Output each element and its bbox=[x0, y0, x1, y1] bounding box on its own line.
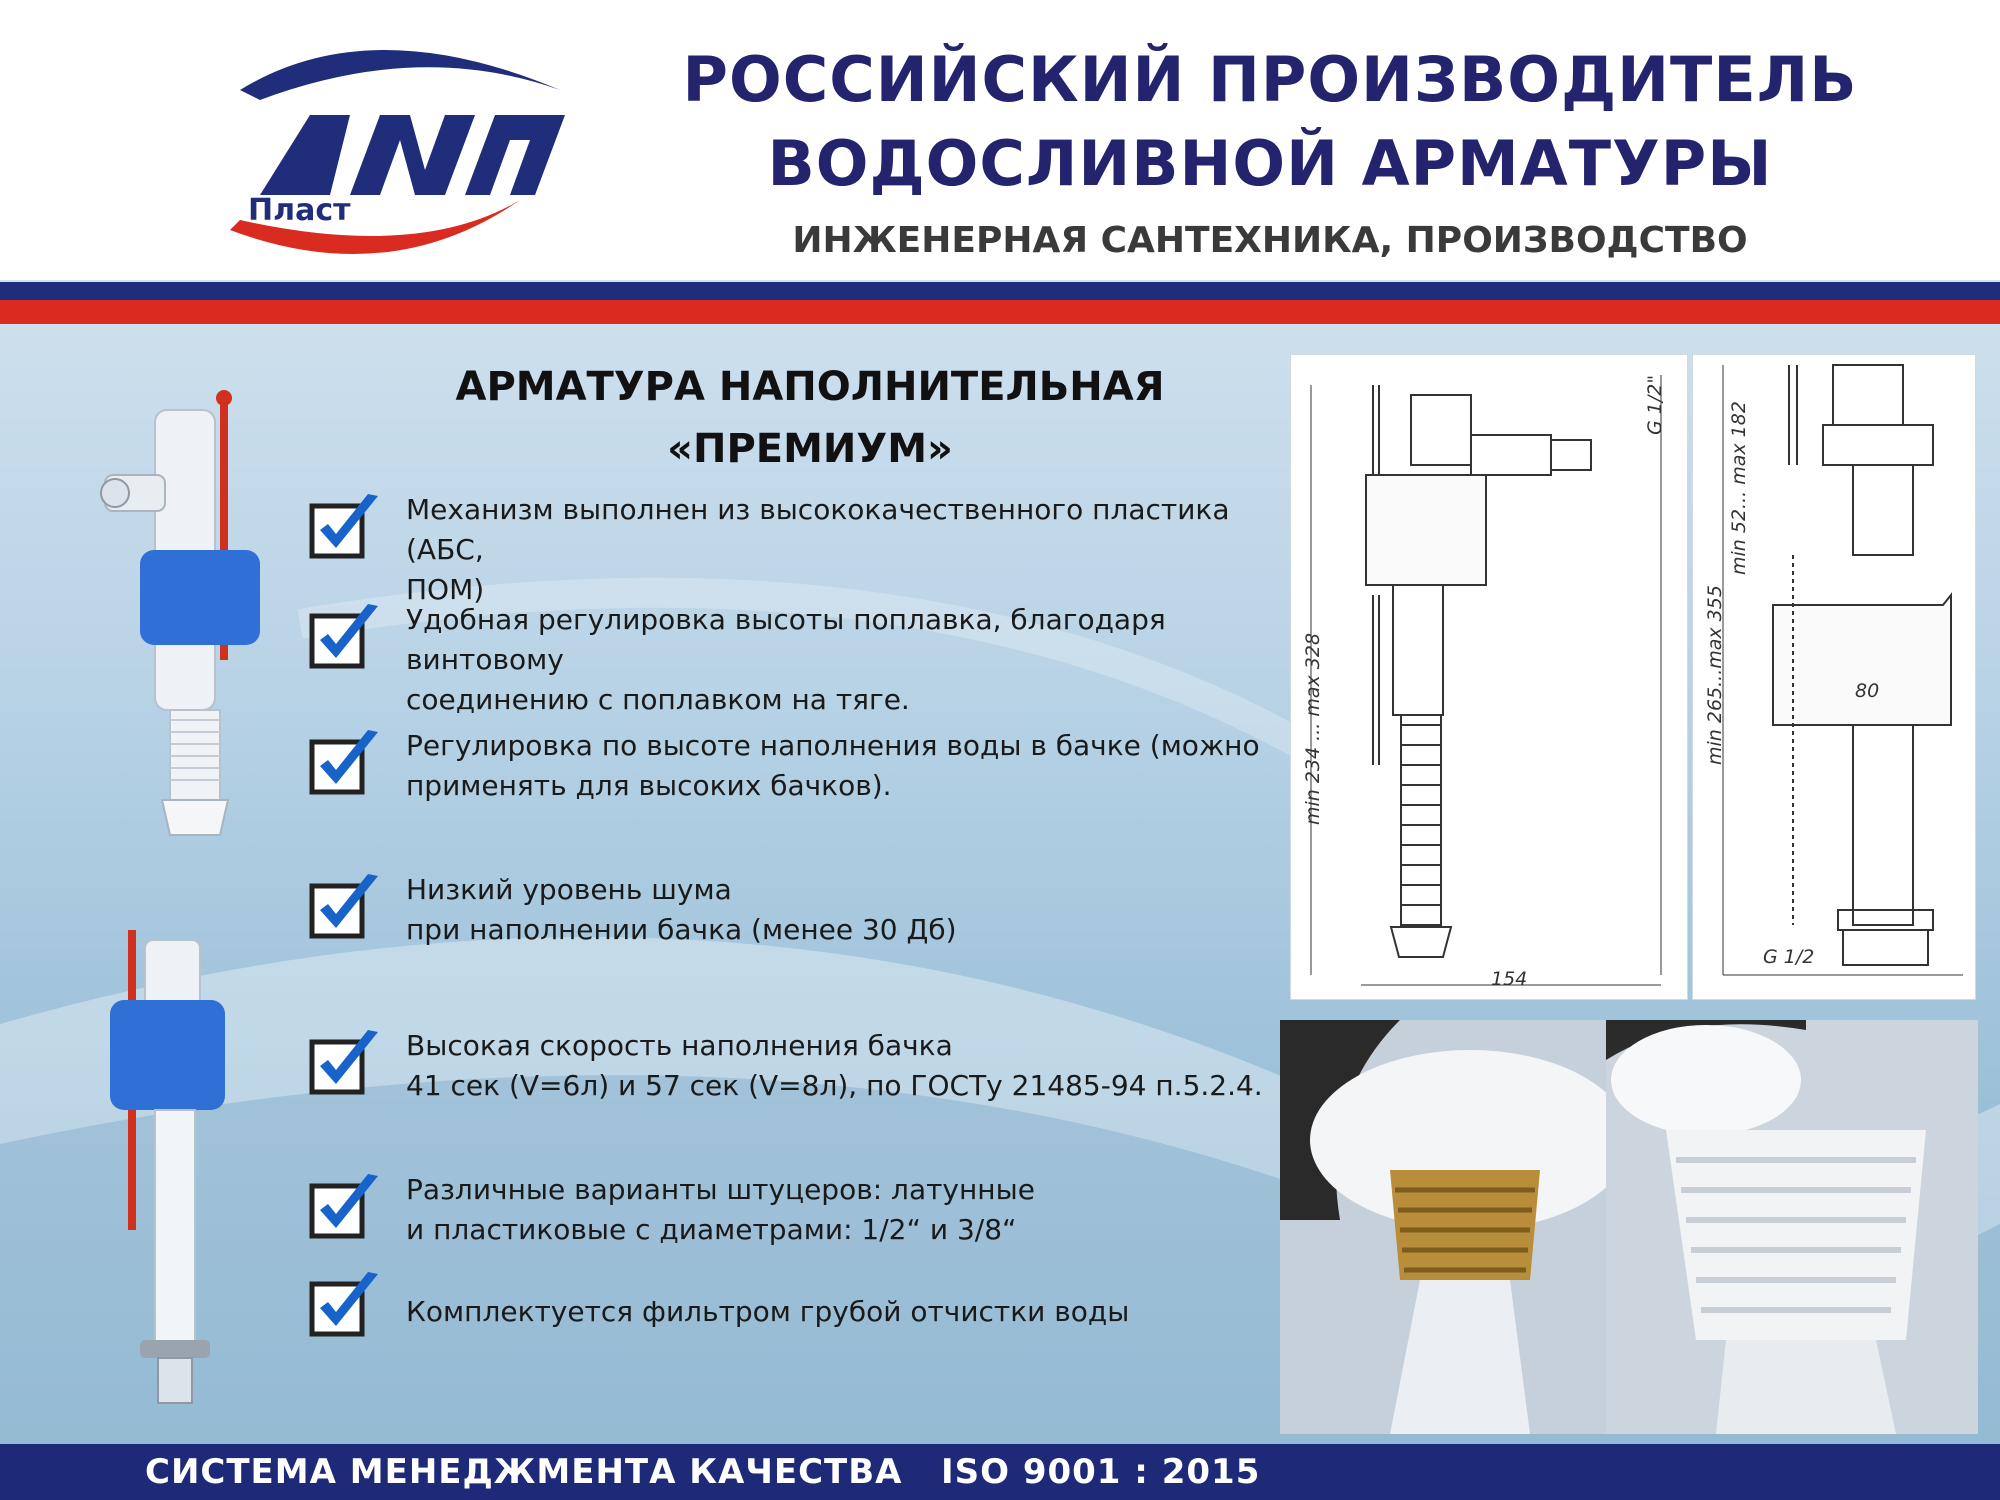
feature-line: ПОМ) bbox=[406, 573, 485, 606]
fill-valve-bottom-image bbox=[100, 930, 240, 1410]
checkbox-checked-icon bbox=[306, 870, 386, 950]
header bbox=[0, 0, 2000, 280]
feature-line: Высокая скорость наполнения бачка bbox=[406, 1029, 953, 1062]
dim-height-left: min 234 ... max 328 bbox=[1302, 632, 1324, 825]
footer-text: СИСТЕМА МЕНЕДЖМЕНТА КАЧЕСТВА ISO 9001 : 2015 bbox=[145, 1452, 1261, 1492]
feature-text bbox=[406, 1292, 1306, 1332]
feature-line: соединению с поплавком на тяге. bbox=[406, 683, 910, 716]
feature-line: Низкий уровень шума bbox=[406, 873, 732, 906]
feature-line: при наполнении бачка (менее 30 Дб) bbox=[406, 913, 957, 946]
svg-text:Пласт: Пласт bbox=[248, 193, 351, 228]
checkbox-checked-icon bbox=[306, 600, 386, 680]
feature-line: применять для высоких бачков). bbox=[406, 769, 892, 802]
dim-upper-right: min 52... max 182 bbox=[1728, 401, 1750, 575]
flag-stripe-blue bbox=[0, 282, 2000, 300]
checkbox-checked-icon bbox=[306, 490, 386, 570]
feature-text bbox=[406, 870, 1306, 950]
feature-text bbox=[406, 726, 1306, 806]
checkbox-checked-icon bbox=[306, 1268, 386, 1348]
feature-line: Различные варианты штуцеров: латунные bbox=[406, 1173, 1035, 1206]
dim-thread-right: G 1/2 bbox=[1763, 946, 1815, 968]
dim-thread-left: G 1/2" bbox=[1644, 374, 1666, 435]
company-logo bbox=[220, 20, 580, 270]
dim-width-right: 80 bbox=[1855, 680, 1880, 702]
feature-text bbox=[406, 490, 1306, 610]
technical-drawing-side bbox=[1290, 354, 1688, 1000]
feature-line: и пластиковые с диаметрами: 1/2“ и 3/8“ bbox=[406, 1213, 1017, 1246]
header-title-line1: РОССИЙСКИЙ ПРОИЗВОДИТЕЛЬ bbox=[682, 43, 1858, 116]
checkbox-checked-icon bbox=[306, 726, 386, 806]
checkbox-checked-icon bbox=[306, 1170, 386, 1250]
feature-text bbox=[406, 600, 1306, 720]
flag-stripe-red bbox=[0, 300, 2000, 324]
brass-fitting-photo bbox=[1280, 1020, 1606, 1434]
product-title-line2: «ПРЕМИУМ» bbox=[667, 426, 953, 472]
checkbox-checked-icon bbox=[306, 1026, 386, 1106]
fill-valve-side-image bbox=[70, 380, 270, 840]
feature-line: Механизм выполнен из высококачественного пластика (АБС, bbox=[406, 493, 1230, 566]
feature-text bbox=[406, 1170, 1306, 1250]
product-title bbox=[380, 356, 1240, 480]
feature-line: Комплектуется фильтром грубой отчистки воды bbox=[406, 1295, 1130, 1328]
feature-line: Удобная регулировка высоты поплавка, благодаря винтовому bbox=[406, 603, 1166, 676]
product-title-line1: АРМАТУРА НАПОЛНИТЕЛЬНАЯ bbox=[455, 364, 1165, 410]
feature-text bbox=[406, 1026, 1306, 1106]
dim-height-right: min 265...max 355 bbox=[1704, 585, 1726, 765]
dim-width-left: 154 bbox=[1491, 968, 1528, 990]
feature-line: Регулировка по высоте наполнения воды в бачке (можно bbox=[406, 729, 1260, 762]
technical-drawing-front bbox=[1692, 354, 1976, 1000]
plastic-fitting-photo bbox=[1606, 1020, 1978, 1434]
footer-bar bbox=[0, 1444, 2000, 1500]
header-title-line2: ВОДОСЛИВНОЙ АРМАТУРЫ bbox=[767, 127, 1773, 200]
header-title bbox=[620, 38, 1920, 206]
header-subtitle: ИНЖЕНЕРНАЯ САНТЕХНИКА, ПРОИЗВОДСТВО bbox=[792, 220, 1748, 261]
feature-line: 41 сек (V=6л) и 57 сек (V=8л), по ГОСТу 21485-94 п.5.2.4. bbox=[406, 1069, 1263, 1102]
